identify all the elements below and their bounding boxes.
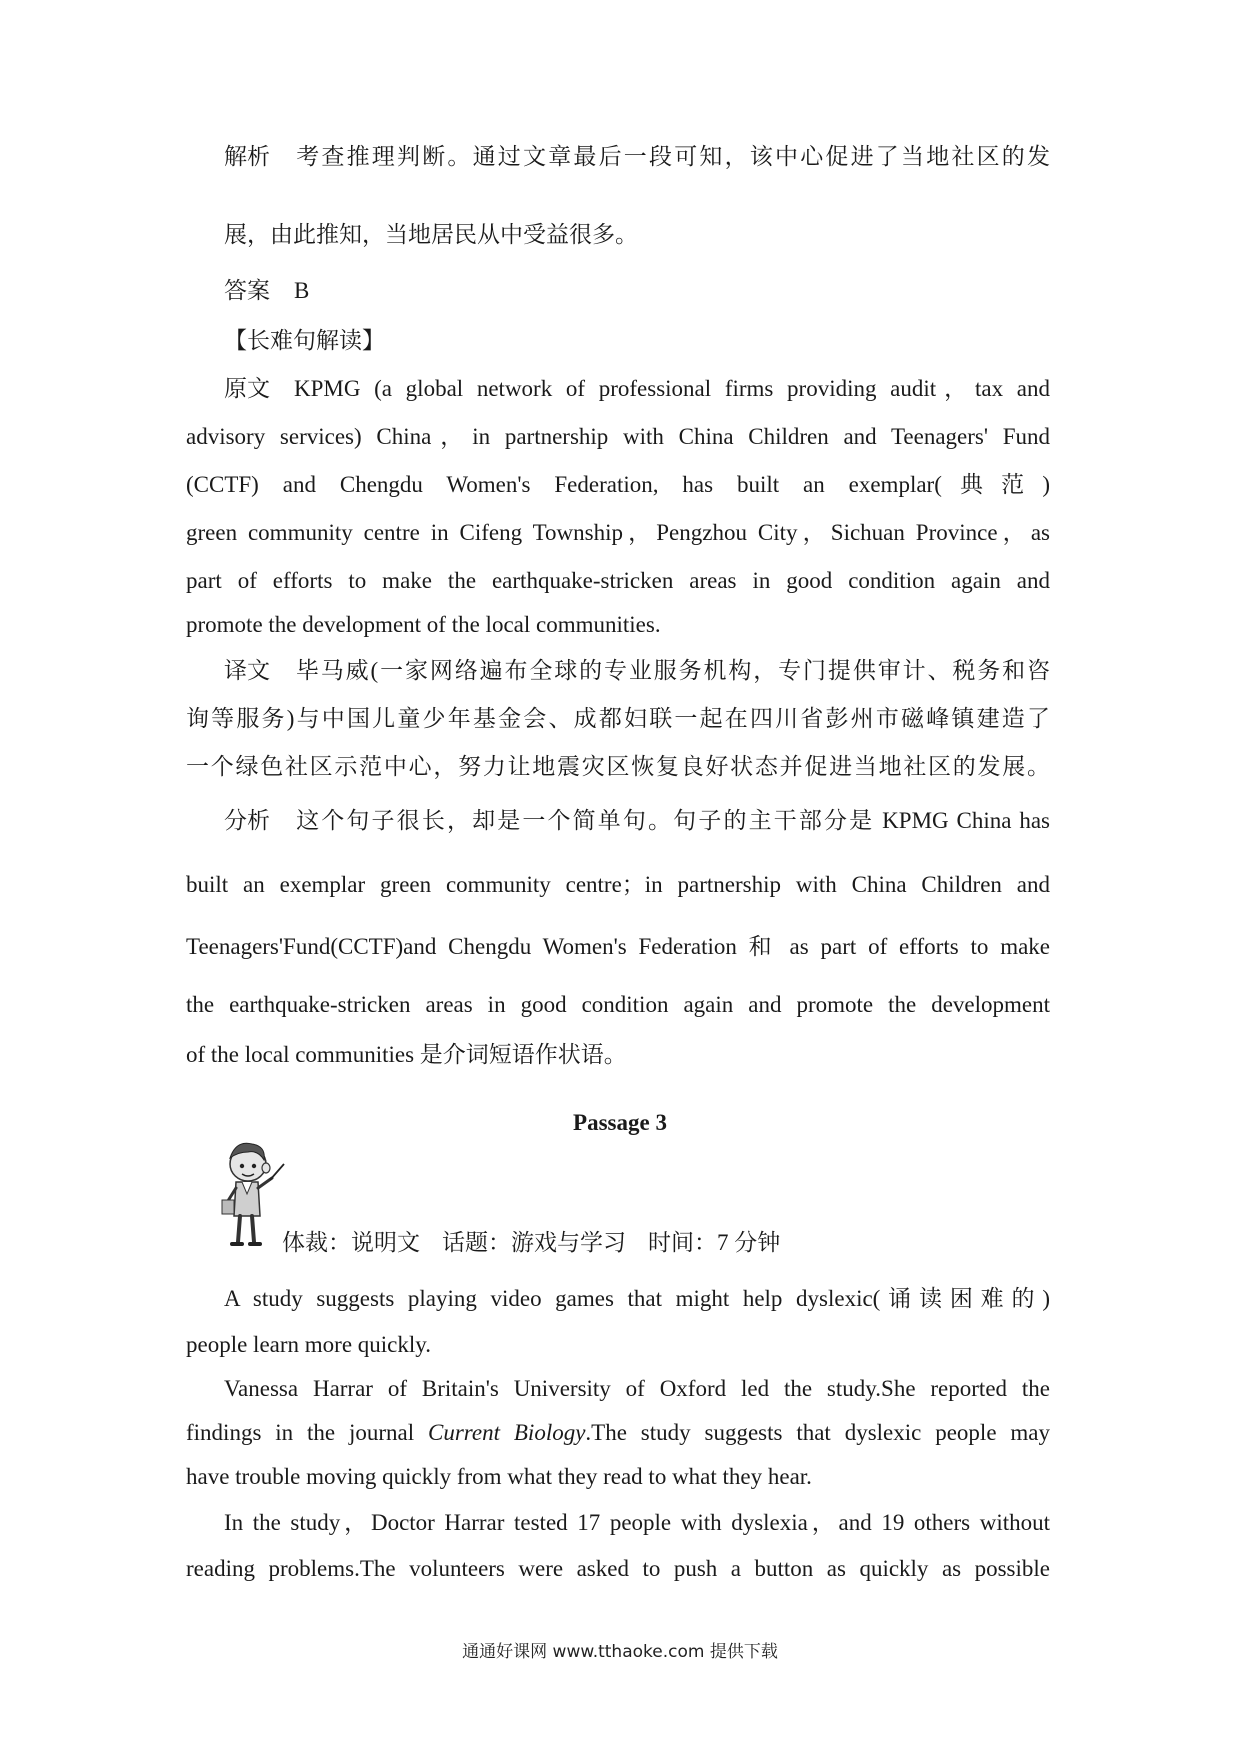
translation-line-3: 一个绿色社区示范中心，努力让地震灾区恢复良好状态并促进当地社区的发展。 (186, 754, 1050, 779)
passage-p2-line-3: have trouble moving quickly from what they read to what they hear. (186, 1464, 812, 1489)
passage-p3-line-1: In the study，Doctor Harrar tested 17 people with dyslexia，and 19 others without (224, 1510, 1050, 1535)
section-title: 【长难句解读】 (224, 328, 385, 353)
original-line-5: part of efforts to make the earthquake-stricken areas in good condition again and (186, 568, 1050, 593)
original-line-2: advisory services) China，in partnership with China Children and Teenagers' Fund (186, 424, 1050, 449)
passage-genre: 体裁：说明文 (282, 1230, 420, 1255)
journal-name: Current Biology (428, 1420, 586, 1445)
passage-info-bar (282, 1228, 802, 1258)
explanation-label: 解析 (224, 144, 270, 169)
explanation-line-2: 展，由此推知，当地居民从中受益很多。 (224, 222, 638, 247)
analysis-line-4: the earthquake-stricken areas in good condition again and promote the development (186, 992, 1050, 1017)
analysis-line-2: built an exemplar green community centre；in partnership with China Children and (186, 872, 1050, 897)
passage-time: 时间：7 分钟 (648, 1230, 781, 1255)
passage-p2-line-1: Vanessa Harrar of Britain's University of Oxford led the study.She reported the (224, 1376, 1050, 1401)
analysis-text-1: 这个句子很长，却是一个简单句。句子的主干部分是 KPMG China has (294, 808, 1050, 833)
translation-label: 译文 (224, 658, 270, 683)
analysis-line-5: of the local communities 是介词短语作状语。 (186, 1042, 627, 1067)
passage-topic: 话题：游戏与学习 (442, 1230, 626, 1255)
reading-mascot-icon (218, 1138, 290, 1254)
original-line-6: promote the development of the local communities. (186, 612, 661, 637)
passage-p2-line-2: findings in the journal Current Biology.The study suggests that dyslexic people may (186, 1420, 1050, 1445)
original-label: 原文 (224, 376, 270, 401)
original-line-1 (224, 374, 1050, 404)
analysis-line-1 (224, 806, 1050, 836)
translation-line-2: 询等服务)与中国儿童少年基金会、成都妇联一起在四川省彭州市磁峰镇建造了 (186, 706, 1050, 731)
translation-text-1: 毕马威(一家网络遍布全球的专业服务机构，专门提供审计、税务和咨 (294, 658, 1050, 683)
translation-line-1 (224, 656, 1050, 686)
analysis-line-3: Teenagers'Fund(CCTF)and Chengdu Women's Federation 和 as part of efforts to make (186, 934, 1050, 959)
answer-label: 答案 (224, 278, 270, 303)
explanation-text-1: 考查推理判断。通过文章最后一段可知，该中心促进了当地社区的发 (294, 144, 1050, 169)
original-line-3: (CCTF) and Chengdu Women's Federation, has built an exemplar(典范) (186, 472, 1050, 497)
explanation-line-1 (224, 142, 1050, 172)
passage-p3-line-2: reading problems.The volunteers were asked to push a button as quickly as possible (186, 1556, 1050, 1581)
passage-heading: Passage 3 (573, 1110, 667, 1135)
analysis-label: 分析 (224, 808, 270, 833)
page-footer: 通通好课网 www.tthaoke.com 提供下载 (462, 1642, 778, 1662)
original-line-4: green community centre in Cifeng Township，Pengzhou City，Sichuan Province，as (186, 520, 1050, 545)
answer-value: B (294, 278, 310, 303)
original-text-1: KPMG (a global network of professional firms providing audit，tax and (294, 376, 1050, 401)
answer-line (224, 276, 309, 306)
passage-p1-line-2: people learn more quickly. (186, 1332, 432, 1357)
passage-p1-line-1: A study suggests playing video games that might help dyslexic(诵读困难的) (224, 1286, 1050, 1311)
